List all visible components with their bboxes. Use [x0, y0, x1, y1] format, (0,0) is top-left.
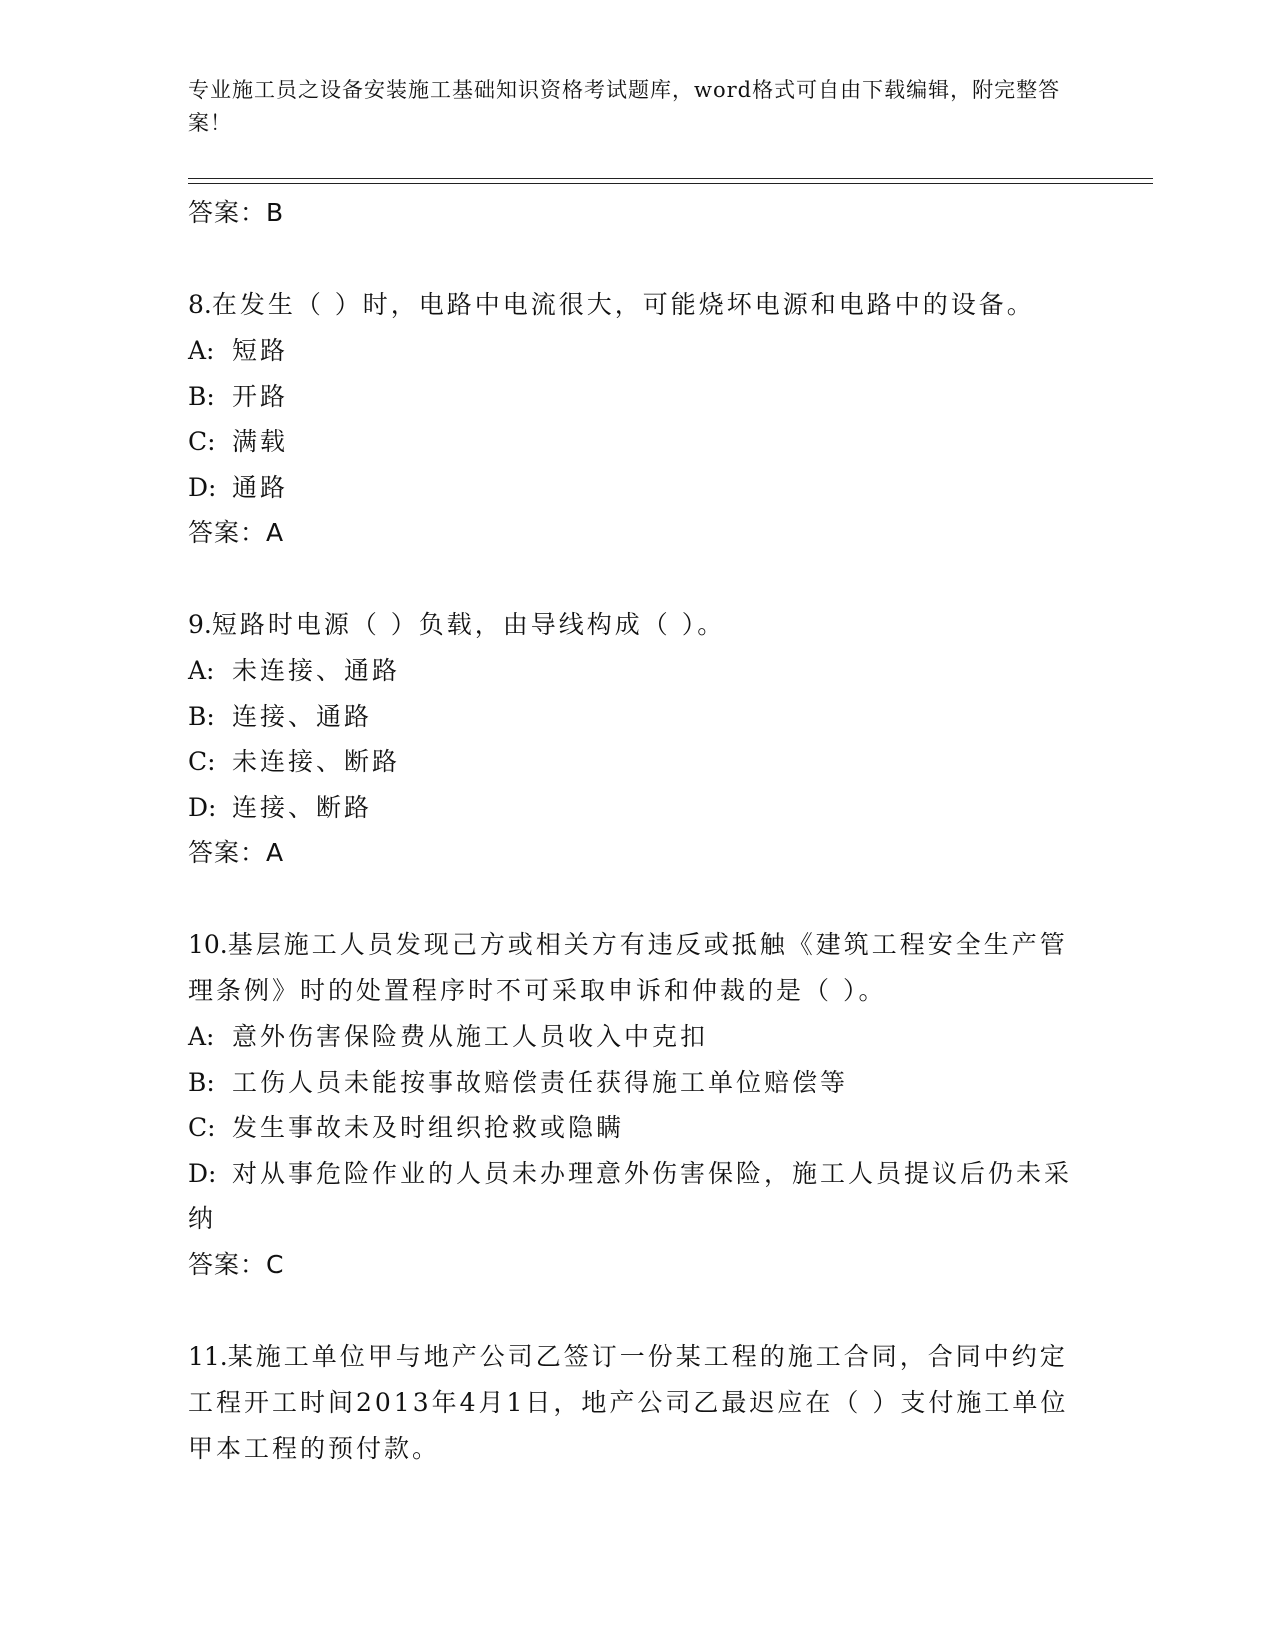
option-key: A: — [188, 656, 215, 685]
question-10-option-d — [188, 1151, 1088, 1242]
option-text: 满载 — [232, 427, 289, 456]
option-text: 短路 — [232, 336, 289, 365]
option-text: 连接、通路 — [232, 701, 373, 731]
question-number: 8. — [188, 290, 212, 319]
question-9-option-a — [188, 648, 1088, 694]
page-header — [188, 74, 1068, 140]
option-text: 开路 — [232, 381, 289, 411]
document-body — [188, 190, 1088, 1472]
answer-line-9: 答案：A — [188, 838, 285, 867]
spacer — [188, 236, 1088, 282]
question-10-option-c — [188, 1105, 1088, 1151]
question-8-option-d — [188, 465, 1088, 511]
spacer — [188, 556, 1088, 602]
option-key: A: — [188, 1022, 215, 1051]
option-text: 未连接、通路 — [232, 656, 401, 685]
option-key: C: — [188, 1113, 216, 1142]
header-text: 专业施工员之设备安装施工基础知识资格考试题库，word格式可自由下载编辑，附完整答案！ — [188, 78, 1061, 135]
option-text: 发生事故未及时组织抢救或隐瞒 — [232, 1113, 625, 1142]
answer-line-10: 答案：C — [188, 1249, 285, 1279]
option-key: D: — [188, 792, 217, 822]
option-key: B: — [188, 381, 215, 411]
question-8-stem — [188, 282, 1088, 328]
question-text: 基层施工人员发现己方或相关方有违反或抵触《建筑工程安全生产管理条例》时的处置程序时不可采取申诉和仲裁的是（ ）。 — [188, 930, 1068, 1005]
question-text: 在发生（ ）时，电路中电流很大，可能烧坏电源和电路中的设备。 — [211, 290, 1035, 319]
answer-line-7: 答案：B — [188, 198, 285, 227]
option-text: 意外伤害保险费从施工人员收入中克扣 — [232, 1022, 709, 1051]
answer-line-8: 答案：A — [188, 518, 285, 547]
spacer — [188, 1288, 1088, 1334]
question-8-option-b — [188, 374, 1088, 420]
question-10-option-b — [188, 1060, 1088, 1106]
question-9-option-c — [188, 739, 1088, 785]
header-divider — [188, 178, 1153, 179]
option-key: A: — [188, 336, 215, 365]
option-key: B: — [188, 701, 215, 731]
option-key: C: — [188, 427, 216, 456]
option-text: 通路 — [232, 472, 289, 502]
question-9-stem — [188, 602, 1088, 648]
option-text: 对从事危险作业的人员未办理意外伤害保险，施工人员提议后仍未采纳 — [188, 1158, 1073, 1233]
option-text: 工伤人员未能按事故赔偿责任获得施工单位赔偿等 — [232, 1067, 849, 1097]
question-text: 短路时电源（ ）负载，由导线构成（ ）。 — [211, 610, 726, 639]
header-divider-secondary — [188, 183, 1153, 184]
question-10-stem — [188, 922, 1088, 1014]
question-10-option-a — [188, 1014, 1088, 1060]
option-text: 连接、断路 — [232, 792, 373, 822]
question-8-option-c — [188, 419, 1088, 465]
question-11-stem — [188, 1334, 1088, 1472]
question-number: 11. — [188, 1341, 228, 1371]
question-text: 某施工单位甲与地产公司乙签订一份某工程的施工合同，合同中约定工程开工时间2013年4月1日，地产公司乙最迟应在（ ）支付施工单位甲本工程的预付款。 — [188, 1341, 1069, 1463]
option-key: D: — [188, 1158, 217, 1188]
question-number: 9. — [188, 610, 212, 639]
option-key: C: — [188, 747, 216, 776]
question-number: 10. — [188, 930, 228, 959]
question-9-option-b — [188, 694, 1088, 740]
option-key: D: — [188, 472, 217, 502]
spacer — [188, 876, 1088, 922]
question-8-option-a — [188, 328, 1088, 374]
option-text: 未连接、断路 — [232, 747, 401, 776]
question-9-option-d — [188, 785, 1088, 831]
option-key: B: — [188, 1067, 215, 1097]
